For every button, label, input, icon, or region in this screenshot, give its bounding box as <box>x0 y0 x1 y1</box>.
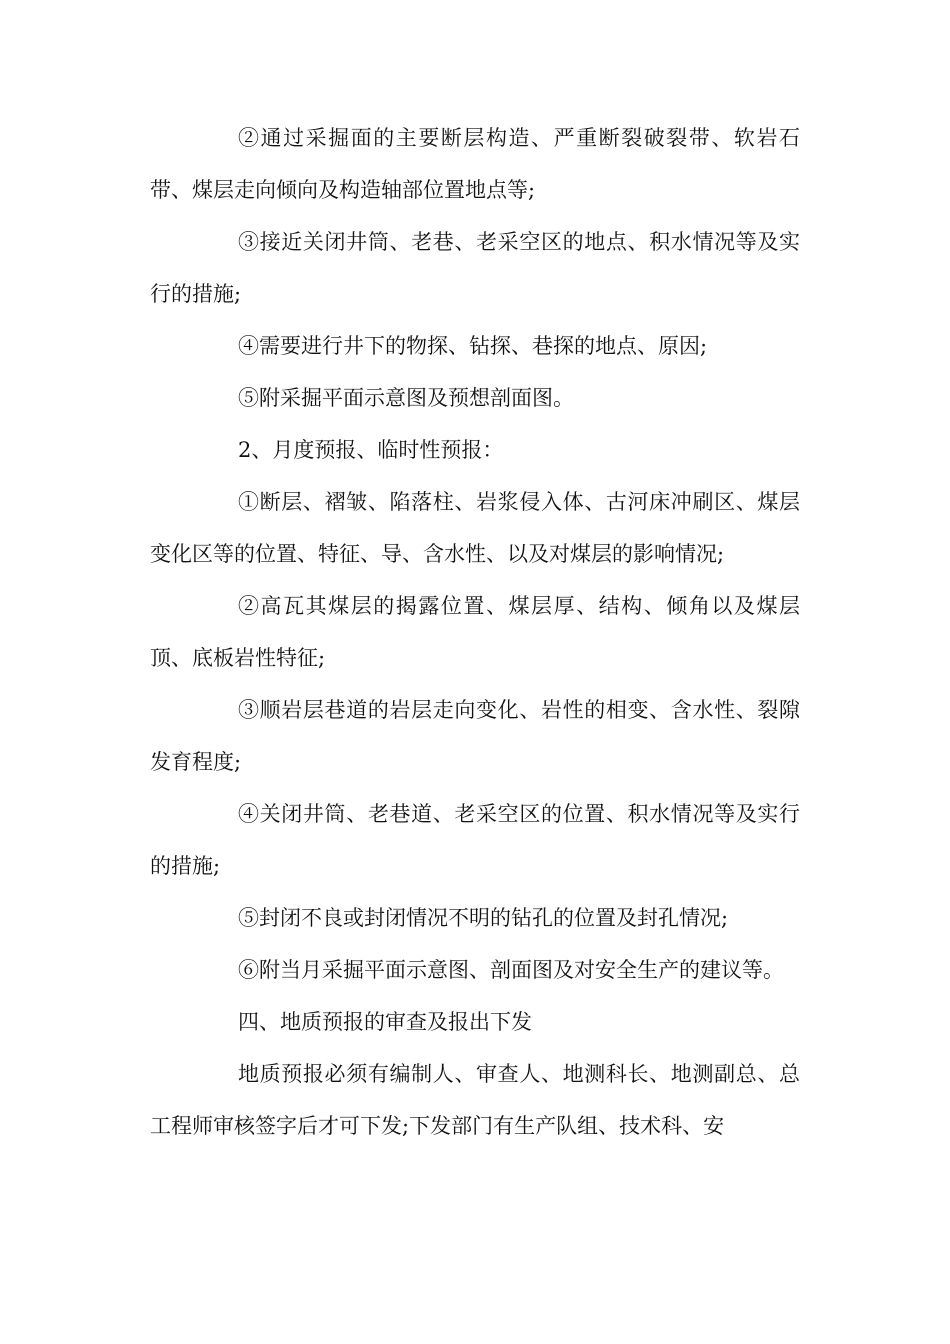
section-heading-monthly-forecast: 2、月度预报、临时性预报： <box>238 438 504 462</box>
paragraph-monthly-item-6: ⑥附当月采掘平面示意图、剖面图及对安全生产的建议等。 <box>238 958 784 982</box>
paragraph-review-body: 地质预报必须有编制人、审查人、地测科长、地测副总、总工程师审核签字后才可下发;下发部门有生产队组、技术科、安 <box>150 1062 800 1138</box>
paragraph-monthly-item-2: ②高瓦其煤层的揭露位置、煤层厚、结构、倾角以及煤层顶、底板岩性特征; <box>150 594 800 670</box>
paragraph-monthly-item-1: ①断层、褶皱、陷落柱、岩浆侵入体、古河床冲刷区、煤层变化区等的位置、特征、导、含水性、以及对煤层的影响情况; <box>150 490 800 566</box>
section-heading-review: 四、地质预报的审查及报出下发 <box>238 1010 532 1034</box>
paragraph-item-5-attachments: ⑤附采掘平面示意图及预想剖面图。 <box>238 386 574 410</box>
paragraph-item-2-faults: ②通过采掘面的主要断层构造、严重断裂破裂带、软岩石带、煤层走向倾向及构造轴部位置地点等; <box>150 126 800 202</box>
paragraph-monthly-item-4: ④关闭井筒、老巷道、老采空区的位置、积水情况等及实行的措施; <box>150 802 800 878</box>
paragraph-monthly-item-5: ⑤封闭不良或封闭情况不明的钻孔的位置及封孔情况; <box>238 906 729 930</box>
paragraph-item-4-exploration: ④需要进行井下的物探、钻探、巷探的地点、原因; <box>238 334 708 358</box>
paragraph-monthly-item-3: ③顺岩层巷道的岩层走向变化、岩性的相变、含水性、裂隙发育程度; <box>150 698 800 774</box>
document-body <box>150 112 800 1152</box>
paragraph-item-3-closed-shafts: ③接近关闭井筒、老巷、老采空区的地点、积水情况等及实行的措施; <box>150 230 800 306</box>
